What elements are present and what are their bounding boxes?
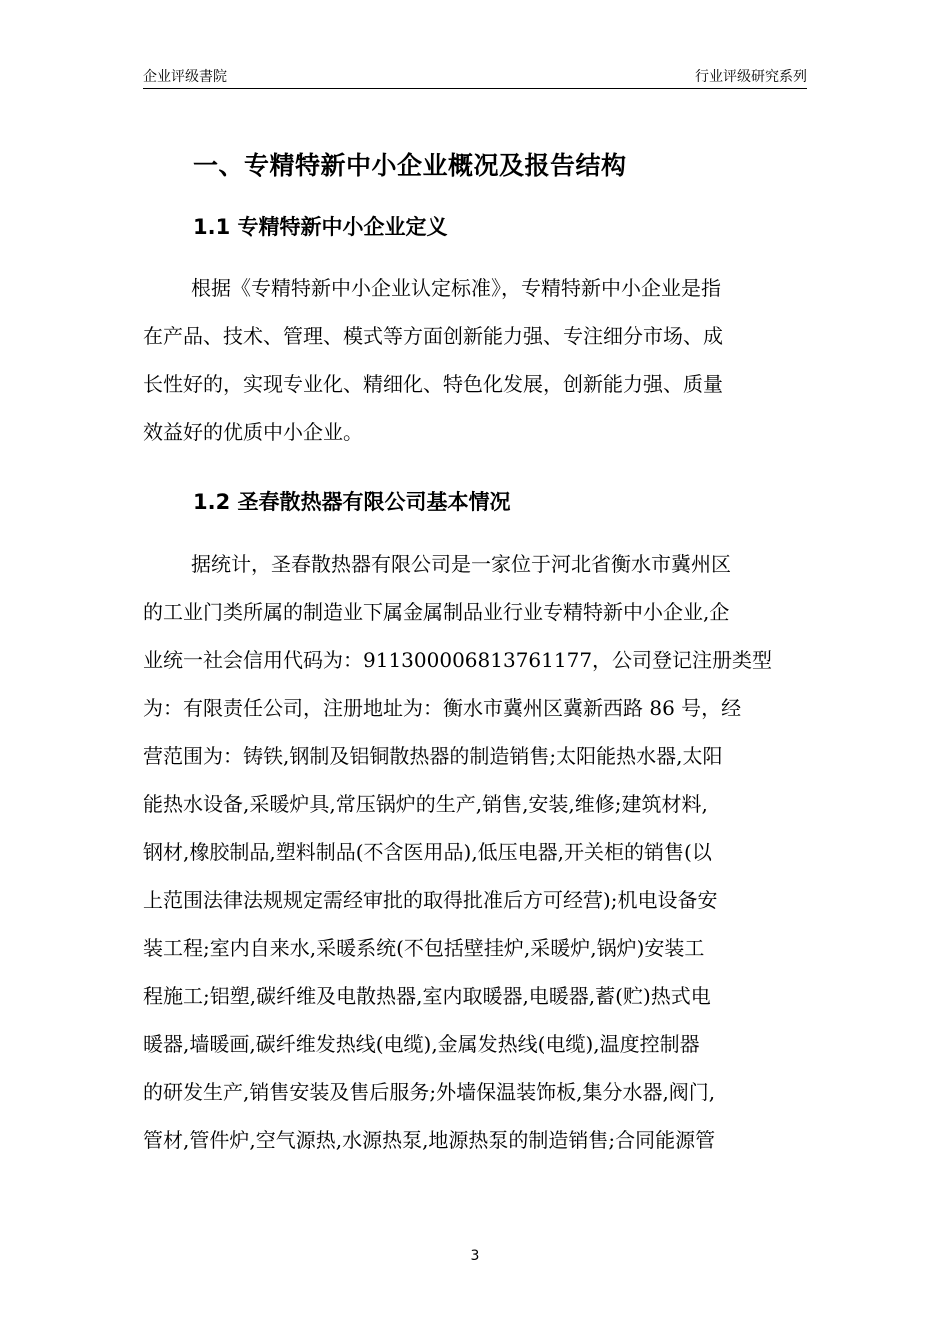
paragraph-line: 在产品、技术、管理、模式等方面创新能力强、专注细分市场、成: [143, 324, 723, 348]
paragraph-line: 装工程;室内自来水,采暖系统(不包括壁挂炉,采暖炉,锅炉)安装工: [143, 936, 705, 960]
paragraph-line: 根据《专精特新中小企业认定标准》，专精特新中小企业是指: [191, 276, 721, 300]
paragraph-line: 的工业门类所属的制造业下属金属制品业行业专精特新中小企业,企: [143, 600, 730, 624]
paragraph-line: 为：有限责任公司，注册地址为：衡水市冀州区冀新西路 86 号，经: [143, 696, 742, 720]
paragraph-line: 业统一社会信用代码为：911300006813761177，公司登记注册类型: [143, 648, 773, 672]
header-left-text: 企业评级書院: [143, 69, 227, 85]
paragraph-line: 营范围为：铸铁,钢制及铝铜散热器的制造销售;太阳能热水器,太阳: [143, 744, 723, 768]
section-heading: 一、专精特新中小企业概况及报告结构: [193, 151, 627, 180]
page-header: [143, 66, 807, 89]
paragraph-line: 能热水设备,采暖炉具,常压锅炉的生产,销售,安装,维修;建筑材料,: [143, 792, 708, 816]
paragraph-line: 管材,管件炉,空气源热,水源热泵,地源热泵的制造销售;合同能源管: [143, 1128, 716, 1152]
paragraph-line: 据统计，圣春散热器有限公司是一家位于河北省衡水市冀州区: [191, 552, 731, 576]
paragraph-line: 效益好的优质中小企业。: [143, 420, 363, 444]
subsection-heading-1-2: 1.2 圣春散热器有限公司基本情况: [193, 490, 511, 514]
paragraph-line: 的研发生产,销售安装及售后服务;外墙保温装饰板,集分水器,阀门,: [143, 1080, 716, 1104]
subsection-heading-1-1: 1.1 专精特新中小企业定义: [193, 215, 448, 239]
paragraph-company-info: [143, 540, 807, 1164]
page-number: 3: [470, 1248, 480, 1264]
paragraph-line: 长性好的，实现专业化、精细化、特色化发展，创新能力强、质量: [143, 372, 723, 396]
header-right-text: 行业评级研究系列: [695, 69, 807, 85]
paragraph-line: 暖器,墙暖画,碳纤维发热线(电缆),金属发热线(电缆),温度控制器: [143, 1032, 700, 1056]
paragraph-line: 钢材,橡胶制品,塑料制品(不含医用品),低压电器,开关柜的销售(以: [143, 840, 712, 864]
paragraph-definition: [143, 264, 807, 456]
paragraph-line: 上范围法律法规规定需经审批的取得批准后方可经营);机电设备安: [143, 888, 718, 912]
paragraph-line: 程施工;铝塑,碳纤维及电散热器,室内取暖器,电暖器,蓄(贮)热式电: [143, 984, 711, 1008]
